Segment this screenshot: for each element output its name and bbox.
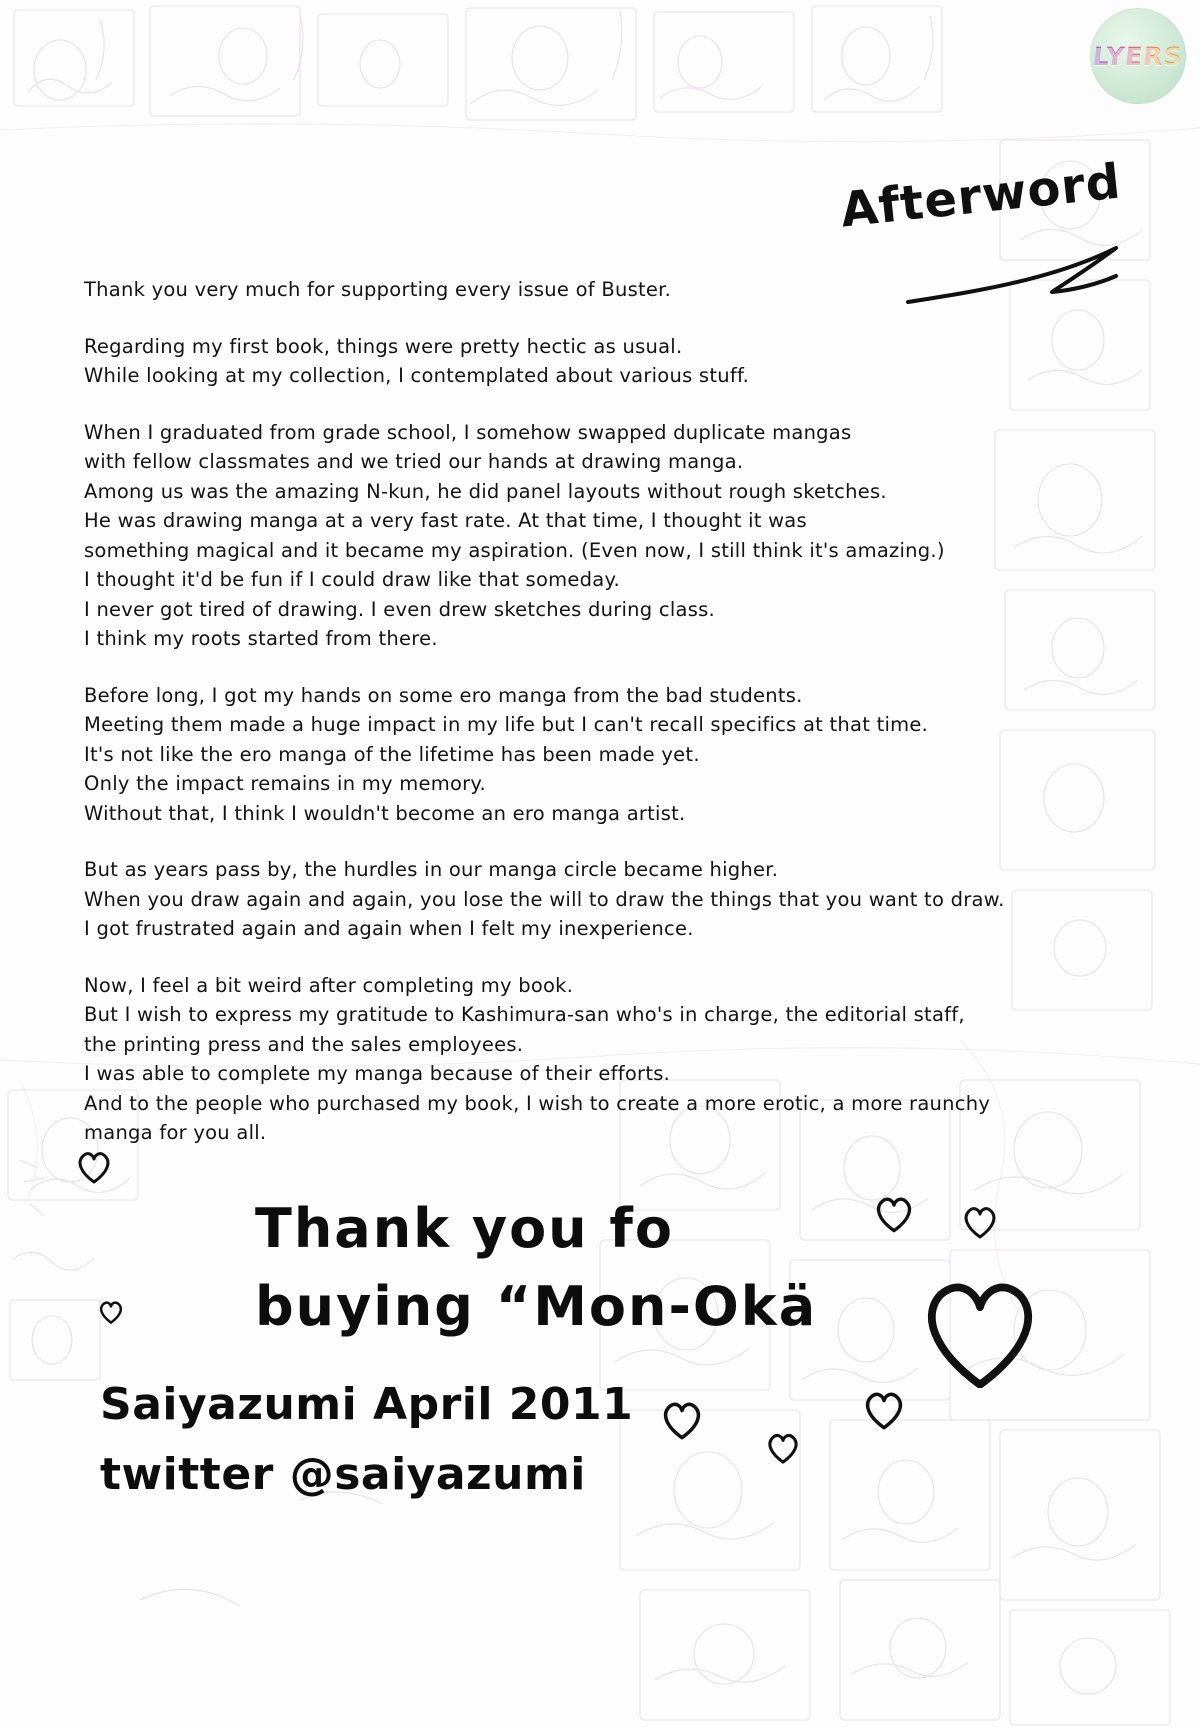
text-line: Before long, I got my hands on some ero manga from the bad students. [84,683,803,707]
text-line: But I wish to express my gratitude to Kashimura-san who's in charge, the editorial staff, [84,1003,965,1026]
text-line: But as years pass by, the hurdles in our manga circle became higher. [84,858,779,881]
text-line: I was able to complete my manga because of their efforts. [84,1062,671,1085]
paragraph [84,275,1104,305]
paragraph [84,681,1104,829]
text-line: manga for you all. [84,1121,267,1144]
text-line: When I graduated from grade school, I somehow swapped duplicate mangas [84,420,852,444]
heart-icon [766,1432,800,1464]
text-line: with fellow classmates and we tried our hands at drawing manga. [84,450,744,473]
text-line: I never got tired of drawing. I even drew sketches during class. [84,597,715,621]
text-line: Only the impact remains in my memory. [84,772,486,795]
heart-icon [862,1390,906,1430]
text-line: Among us was the amazing N-kun, he did panel layouts without rough sketches. [84,479,887,503]
watermark-badge [1090,8,1186,104]
heart-icon [874,1195,914,1233]
text-line: Thank you very much for supporting every issue of Buster. [84,278,672,301]
signature-name-date: Saiyazumi April 2011 [100,1379,634,1430]
paragraph [84,855,1104,944]
afterword-body [84,275,1104,1175]
text-line: Meeting them made a huge impact in my life but I can't recall specifics at that time. [84,713,929,736]
text-line: something magical and it became my aspiration. (Even now, I still think it's amazing.) [84,538,945,562]
heart-icon [98,1300,124,1324]
text-line: He was drawing manga at a very fast rate. At that time, I thought it was [84,509,807,532]
text-line: I thought it'd be fun if I could draw like that someday. [84,568,620,591]
text-line: I got frustrated again and again when I felt my inexperience. [84,917,694,940]
heart-icon [660,1400,704,1440]
page-title: Afterword [838,153,1125,239]
text-line: And to the people who purchased my book, I wish to create a more erotic, a more raunchy [84,1091,991,1115]
closing-thanks-line-2: buying “Mon-Okä [255,1275,818,1338]
text-line: Now, I feel a bit weird after completing my book. [84,973,574,997]
text-line: When you draw again and again, you lose the will to draw the things that you want to draw. [84,887,1005,911]
text-line: It's not like the ero manga of the lifetime has been made yet. [84,742,700,766]
paragraph [84,332,1104,391]
closing-thanks-line-1: Thank you fo [255,1197,675,1260]
heart-icon-large [920,1278,1040,1388]
text-line: Without that, I think I wouldn't become an ero manga artist. [84,801,686,825]
text-line: the printing press and the sales employees. [84,1032,524,1056]
signature-block [100,1370,633,1510]
text-line: While looking at my collection, I contemplated about various stuff. [84,364,750,387]
text-line: I think my roots started from there. [84,627,438,650]
paragraph [84,418,1104,654]
text-line: Regarding my first book, things were pretty hectic as usual. [84,334,683,358]
watermark-label: LYERS [1091,41,1185,71]
paragraph [84,971,1104,1148]
signature-twitter: twitter @saiyazumi [100,1449,586,1500]
closing-thanks [255,1190,817,1346]
heart-icon [962,1205,998,1239]
